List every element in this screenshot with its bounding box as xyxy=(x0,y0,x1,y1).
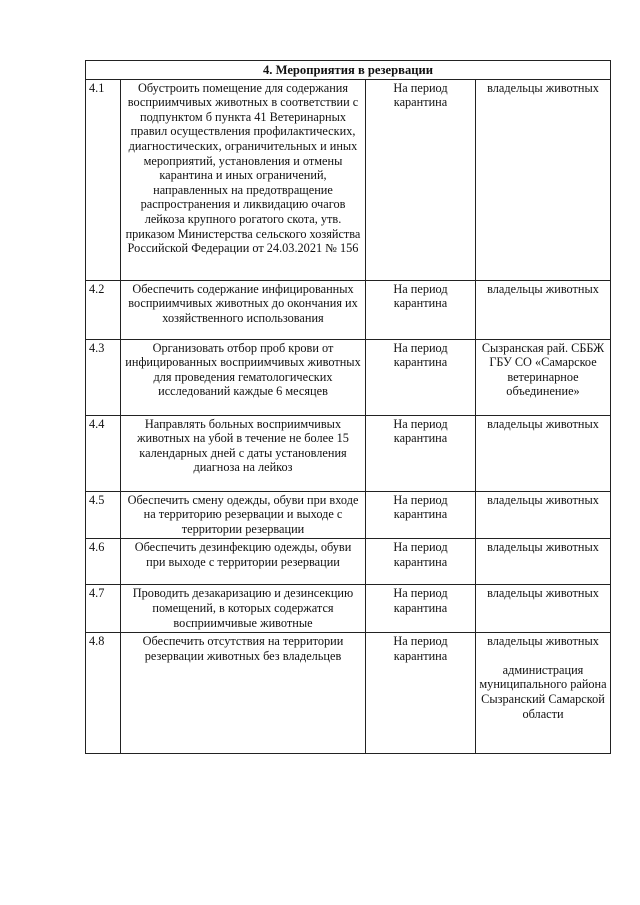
row-responsible: владельцы животных xyxy=(476,585,611,633)
row-period: На период карантина xyxy=(366,339,476,415)
row-period: На период карантина xyxy=(366,280,476,339)
section-title: 4. Мероприятия в резервации xyxy=(86,61,611,80)
row-responsible-extra: администрация муниципального района Сызранский Самарской области xyxy=(479,662,607,721)
table-row xyxy=(86,585,611,633)
table-row xyxy=(86,79,611,280)
row-period: На период карантина xyxy=(366,585,476,633)
table-row xyxy=(86,539,611,585)
measures-table xyxy=(85,60,611,754)
row-action: Проводить дезакаризацию и дезинсекцию помещений, в которых содержатся восприимчивые животные xyxy=(121,585,366,633)
row-responsible: Сызранская рай. СББЖ ГБУ СО «Самарское ветеринарное объединение» xyxy=(476,339,611,415)
row-period: На период карантина xyxy=(366,491,476,539)
row-number: 4.5 xyxy=(86,491,121,539)
row-number: 4.6 xyxy=(86,539,121,585)
row-action: Направлять больных восприимчивых животных на убой в течение не более 15 календарных дней с даты установления диагноза на лейкоз xyxy=(121,415,366,491)
table-row xyxy=(86,415,611,491)
row-action: Обустроить помещение для содержания восприимчивых животных в соответствии с подпунктом б пункта 41 Ветеринарных правил осуществления профилактических, диагностических, ограничительных и иных мероприятий, установления и отмены карантина и иных ограничений, направленных на предотвращение распространения и ликвидацию очагов лейкоза крупного рогатого скота, утв. приказом Министерства сельского хозяйства Российской Федерации от 24.03.2021 № 156 xyxy=(121,79,366,280)
section-header-row xyxy=(86,61,611,80)
row-responsible: владельцы животных xyxy=(476,79,611,280)
table-row xyxy=(86,491,611,539)
row-responsible: владельцы животных xyxy=(476,539,611,585)
table-row xyxy=(86,633,611,754)
row-period: На период карантина xyxy=(366,79,476,280)
row-action: Обеспечить смену одежды, обуви при входе на территорию резервации и выходе с территории резервации xyxy=(121,491,366,539)
row-responsible: владельцы животных xyxy=(476,280,611,339)
row-responsible-cell xyxy=(476,633,611,754)
row-action: Обеспечить дезинфекцию одежды, обуви при выходе с территории резервации xyxy=(121,539,366,585)
row-action: Обеспечить отсутствия на территории резервации животных без владельцев xyxy=(121,633,366,754)
row-responsible: владельцы животных xyxy=(476,415,611,491)
row-responsible: владельцы животных xyxy=(476,491,611,539)
table-row xyxy=(86,280,611,339)
row-number: 4.2 xyxy=(86,280,121,339)
row-number: 4.1 xyxy=(86,79,121,280)
row-number: 4.7 xyxy=(86,585,121,633)
row-number: 4.3 xyxy=(86,339,121,415)
row-action: Обеспечить содержание инфицированных восприимчивых животных до окончания их хозяйственного использования xyxy=(121,280,366,339)
row-period: На период карантина xyxy=(366,415,476,491)
row-number: 4.4 xyxy=(86,415,121,491)
row-period: На период карантина xyxy=(366,539,476,585)
spacer xyxy=(479,649,607,663)
row-number: 4.8 xyxy=(86,633,121,754)
table-row xyxy=(86,339,611,415)
row-action: Организовать отбор проб крови от инфицированных восприимчивых животных для проведения гематологических исследований каждые 6 месяцев xyxy=(121,339,366,415)
row-responsible: владельцы животных xyxy=(487,634,599,649)
row-period: На период карантина xyxy=(366,633,476,754)
